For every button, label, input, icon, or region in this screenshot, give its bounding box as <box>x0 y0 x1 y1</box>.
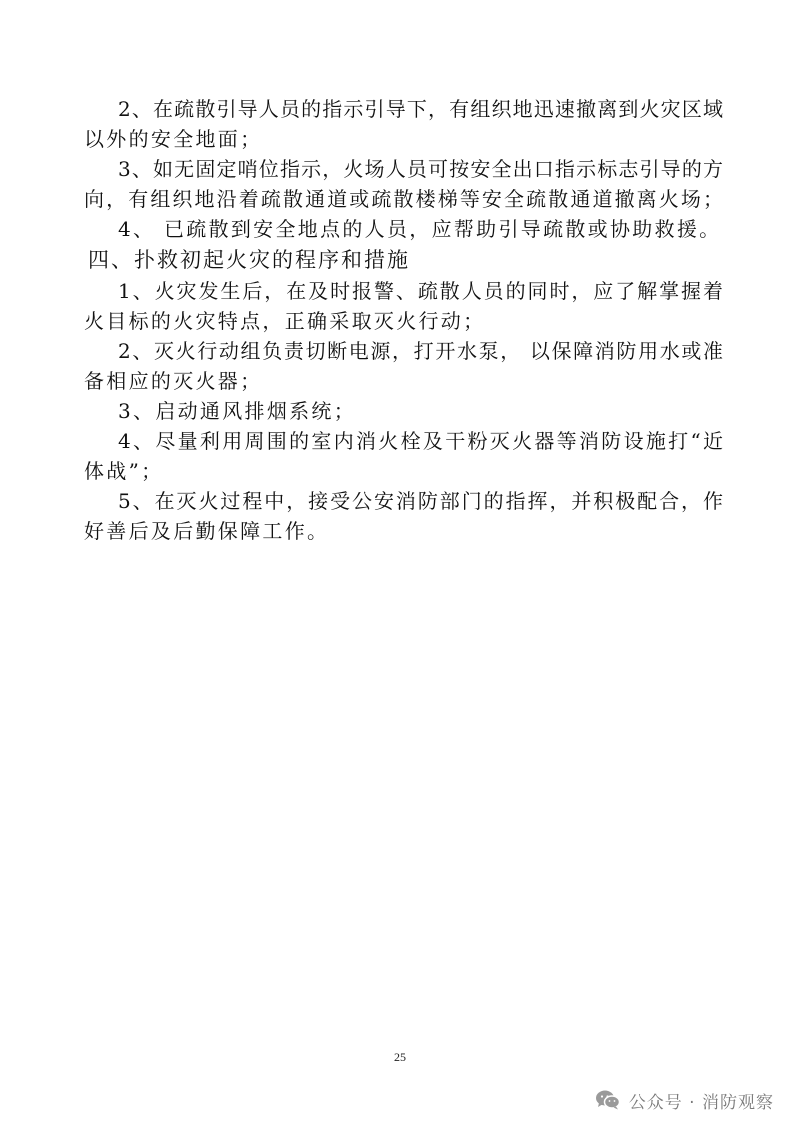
paragraph-firefighting-2 <box>84 336 724 396</box>
text-line: 体战”； <box>84 459 164 483</box>
paragraph-evacuation-4 <box>84 214 724 244</box>
text-line: 以外的安全地面； <box>84 127 263 151</box>
document-body <box>84 94 724 546</box>
paragraph-firefighting-5 <box>84 486 724 546</box>
paragraph-evacuation-2 <box>84 94 724 154</box>
section-heading: 四、扑救初起火灾的程序和措施 <box>88 248 410 272</box>
paragraph-firefighting-4 <box>84 426 724 486</box>
text-line: 好善后及后勤保障工作。 <box>84 519 330 543</box>
watermark <box>595 1086 774 1114</box>
text-line: 1、火灾发生后，在及时报警、疏散人员的同时，应了解掌握着 <box>118 279 724 303</box>
text-line: 向，有组织地沿着疏散通道或疏散楼梯等安全疏散通道撤离火场； <box>84 187 724 211</box>
text-line: 2、在疏散引导人员的指示引导下，有组织地迅速撤离到火灾区域 <box>118 97 724 121</box>
text-line: 4、 已疏散到安全地点的人员，应帮助引导疏散或协助救援。 <box>118 217 722 241</box>
text-line: 2、灭火行动组负责切断电源，打开水泵， 以保障消防用水或准 <box>118 339 724 363</box>
text-line: 火目标的火灾特点，正确采取灭火行动； <box>84 309 486 333</box>
paragraph-firefighting-1 <box>84 276 724 336</box>
watermark-text: 公众号 · 消防观察 <box>628 1092 774 1113</box>
page-number: 25 <box>394 1050 406 1064</box>
paragraph-firefighting-3 <box>84 396 724 426</box>
text-line: 5、在灭火过程中，接受公安消防部门的指挥，并积极配合，作 <box>118 489 724 513</box>
wechat-icon <box>595 1089 621 1111</box>
text-line: 3、如无固定哨位指示，火场人员可按安全出口指示标志引导的方 <box>118 157 724 181</box>
text-line: 备相应的灭火器； <box>84 369 263 393</box>
text-line: 3、启动通风排烟系统； <box>118 399 357 423</box>
paragraph-evacuation-3 <box>84 154 724 214</box>
text-line: 4、尽量利用周围的室内消火栓及干粉灭火器等消防设施打“近 <box>118 429 724 453</box>
